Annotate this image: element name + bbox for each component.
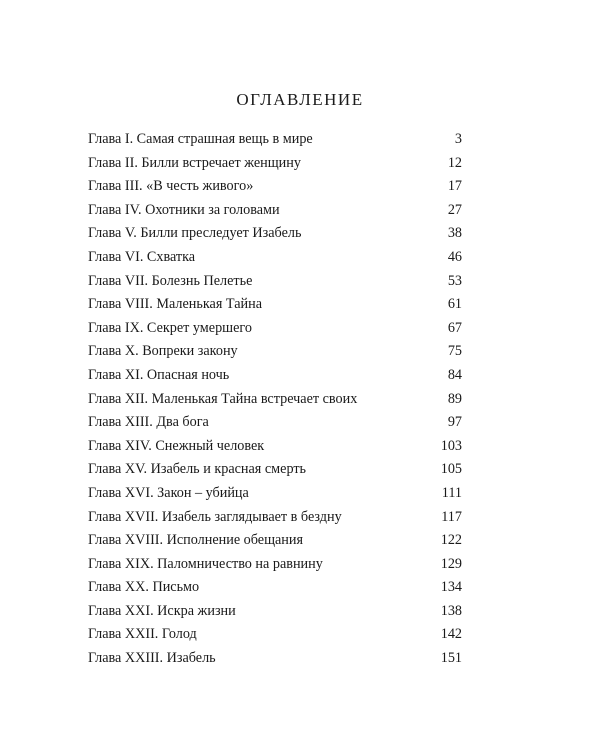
dot-leader — [319, 142, 408, 143]
chapter-title: Глава IV. Охотники за головами — [88, 201, 280, 218]
chapter-title: Глава V. Билли преследует Изабель — [88, 225, 302, 242]
chapter-title: Глава XI. Опасная ночь — [88, 366, 230, 383]
dot-leader — [307, 236, 408, 237]
page-number: 75 — [447, 343, 462, 360]
dot-leader — [348, 520, 408, 521]
page-number: 38 — [447, 225, 462, 242]
page-number: 138 — [440, 602, 462, 619]
chapter-title: Глава XII. Маленькая Тайна встречает своих — [88, 390, 358, 407]
dot-leader — [309, 543, 408, 544]
dot-leader — [270, 449, 408, 450]
toc-entry — [88, 435, 462, 459]
toc-entry — [88, 482, 462, 506]
page-number: 17 — [447, 178, 462, 195]
toc-entry — [88, 529, 462, 553]
toc-entry — [88, 623, 462, 647]
chapter-title: Глава VII. Болезнь Пелетье — [88, 272, 253, 289]
chapter-title: Глава XXII. Голод — [88, 626, 197, 643]
chapter-title: Глава XXI. Искра жизни — [88, 602, 236, 619]
page-number: 67 — [447, 319, 462, 336]
dot-leader — [203, 637, 408, 638]
chapter-title: Глава XIV. Снежный человек — [88, 437, 265, 454]
toc-entry — [88, 600, 462, 624]
chapter-title: Глава XIX. Паломничество на равнину — [88, 555, 323, 572]
page-number: 134 — [440, 579, 462, 596]
page-number: 12 — [447, 154, 462, 171]
dot-leader — [363, 402, 408, 403]
chapter-title: Глава XV. Изабель и красная смерть — [88, 461, 307, 478]
dot-leader — [242, 614, 408, 615]
page-title: ОГЛАВЛЕНИЕ — [236, 90, 364, 109]
toc-entry — [88, 340, 462, 364]
dot-leader — [307, 166, 408, 167]
page-number: 3 — [454, 131, 462, 147]
chapter-title: Глава XVII. Изабель заглядывает в бездну — [88, 508, 342, 525]
dot-leader — [205, 590, 408, 591]
page-number: 53 — [447, 272, 462, 289]
chapter-title: Глава I. Самая страшная вещь в мире — [88, 131, 313, 147]
dot-leader — [268, 307, 408, 308]
dot-leader — [201, 260, 408, 261]
dot-leader — [329, 567, 408, 568]
chapter-title: Глава VI. Схватка — [88, 248, 196, 265]
page-number: 89 — [447, 390, 462, 407]
table-of-contents — [88, 128, 462, 671]
toc-entry — [88, 576, 462, 600]
chapter-title: Глава III. «В честь живого» — [88, 178, 254, 195]
toc-entry — [88, 199, 462, 223]
chapter-title: Глава IX. Секрет умершего — [88, 319, 252, 336]
dot-leader — [215, 425, 408, 426]
toc-entry — [88, 647, 462, 671]
page-number: 105 — [440, 461, 462, 478]
dot-leader — [222, 661, 408, 662]
toc-entry — [88, 270, 462, 294]
dot-leader — [286, 213, 408, 214]
dot-leader — [259, 189, 408, 190]
chapter-title: Глава XXIII. Изабель — [88, 650, 216, 667]
dot-leader — [255, 496, 408, 497]
dot-leader — [235, 378, 408, 379]
toc-entry — [88, 222, 462, 246]
chapter-title: Глава XVIII. Исполнение обещания — [88, 532, 304, 549]
dot-leader — [244, 354, 408, 355]
page-number: 103 — [440, 437, 462, 454]
chapter-title: Глава II. Билли встречает женщину — [88, 154, 301, 171]
toc-entry — [88, 152, 462, 176]
page-number: 117 — [441, 508, 462, 525]
page-number: 151 — [440, 650, 462, 667]
toc-entry — [88, 411, 462, 435]
chapter-title: Глава VIII. Маленькая Тайна — [88, 296, 262, 313]
dot-leader — [312, 472, 408, 473]
page-number: 97 — [447, 414, 462, 431]
chapter-title: Глава XIII. Два бога — [88, 414, 209, 431]
toc-entry — [88, 388, 462, 412]
toc-entry — [88, 246, 462, 270]
page-number: 142 — [440, 626, 462, 643]
chapter-title: Глава X. Вопреки закону — [88, 343, 238, 360]
page-number: 84 — [447, 366, 462, 383]
chapter-title: Глава XVI. Закон – убийца — [88, 484, 249, 501]
page-number: 111 — [441, 484, 462, 501]
toc-entry — [88, 175, 462, 199]
toc-entry — [88, 128, 462, 152]
chapter-title: Глава XX. Письмо — [88, 579, 200, 596]
toc-entry — [88, 364, 462, 388]
toc-entry — [88, 506, 462, 530]
dot-leader — [258, 331, 408, 332]
toc-entry — [88, 553, 462, 577]
page-number: 122 — [440, 532, 462, 549]
toc-entry — [88, 317, 462, 341]
toc-entry — [88, 458, 462, 482]
page-number: 61 — [447, 296, 462, 313]
page-number: 46 — [447, 248, 462, 265]
page-number: 129 — [440, 555, 462, 572]
toc-entry — [88, 293, 462, 317]
page-number: 27 — [447, 201, 462, 218]
dot-leader — [258, 284, 408, 285]
